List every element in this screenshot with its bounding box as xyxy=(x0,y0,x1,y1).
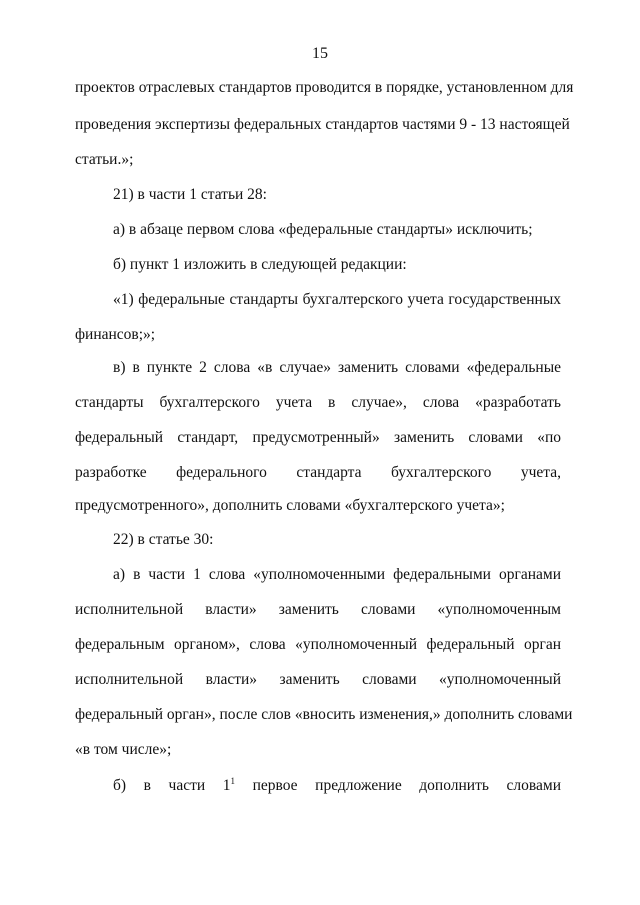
last-line-end: первое предложение дополнить словами xyxy=(235,777,561,794)
text-line: «в том числе»; xyxy=(75,741,172,758)
text-line: федеральным органом», слова «уполномоченный федеральный орган xyxy=(75,636,561,653)
text-line: «1) федеральные стандарты бухгалтерского учета государственных xyxy=(113,291,561,308)
last-line-start: б) в части 1 xyxy=(113,777,231,794)
superscript: 1 xyxy=(230,775,236,786)
text-line: исполнительной власти» заменить словами «уполномоченным xyxy=(75,601,561,618)
text-line: б) пункт 1 изложить в следующей редакции: xyxy=(113,256,407,273)
text-line: финансов;»; xyxy=(75,326,156,343)
text-line: статьи.»; xyxy=(75,151,134,168)
text-line: федеральный стандарт, предусмотренный» заменить словами «по xyxy=(75,429,561,446)
text-line: исполнительной власти» заменить словами «уполномоченный xyxy=(75,671,561,688)
text-line: а) в абзаце первом слова «федеральные стандарты» исключить; xyxy=(113,221,533,238)
text-line: в) в пункте 2 слова «в случае» заменить словами «федеральные xyxy=(113,359,561,376)
text-line: предусмотренного», дополнить словами «бухгалтерского учета»; xyxy=(75,497,505,514)
text-line: проведения экспертизы федеральных стандартов частями 9 - 13 настоящей xyxy=(75,116,570,133)
text-line: разработке федерального стандарта бухгалтерского учета, xyxy=(75,464,561,481)
text-line: проектов отраслевых стандартов проводится в порядке, установленном для xyxy=(75,79,574,96)
page-number: 15 xyxy=(312,45,328,62)
text-line: а) в части 1 слова «уполномоченными федеральными органами xyxy=(113,566,561,583)
text-line-last xyxy=(113,776,561,796)
text-line: федеральный орган», после слов «вносить изменения,» дополнить словами xyxy=(75,706,573,723)
text-line: стандарты бухгалтерского учета в случае», слова «разработать xyxy=(75,394,561,411)
text-line: 22) в статье 30: xyxy=(113,531,214,548)
text-line: 21) в части 1 статьи 28: xyxy=(113,186,267,203)
